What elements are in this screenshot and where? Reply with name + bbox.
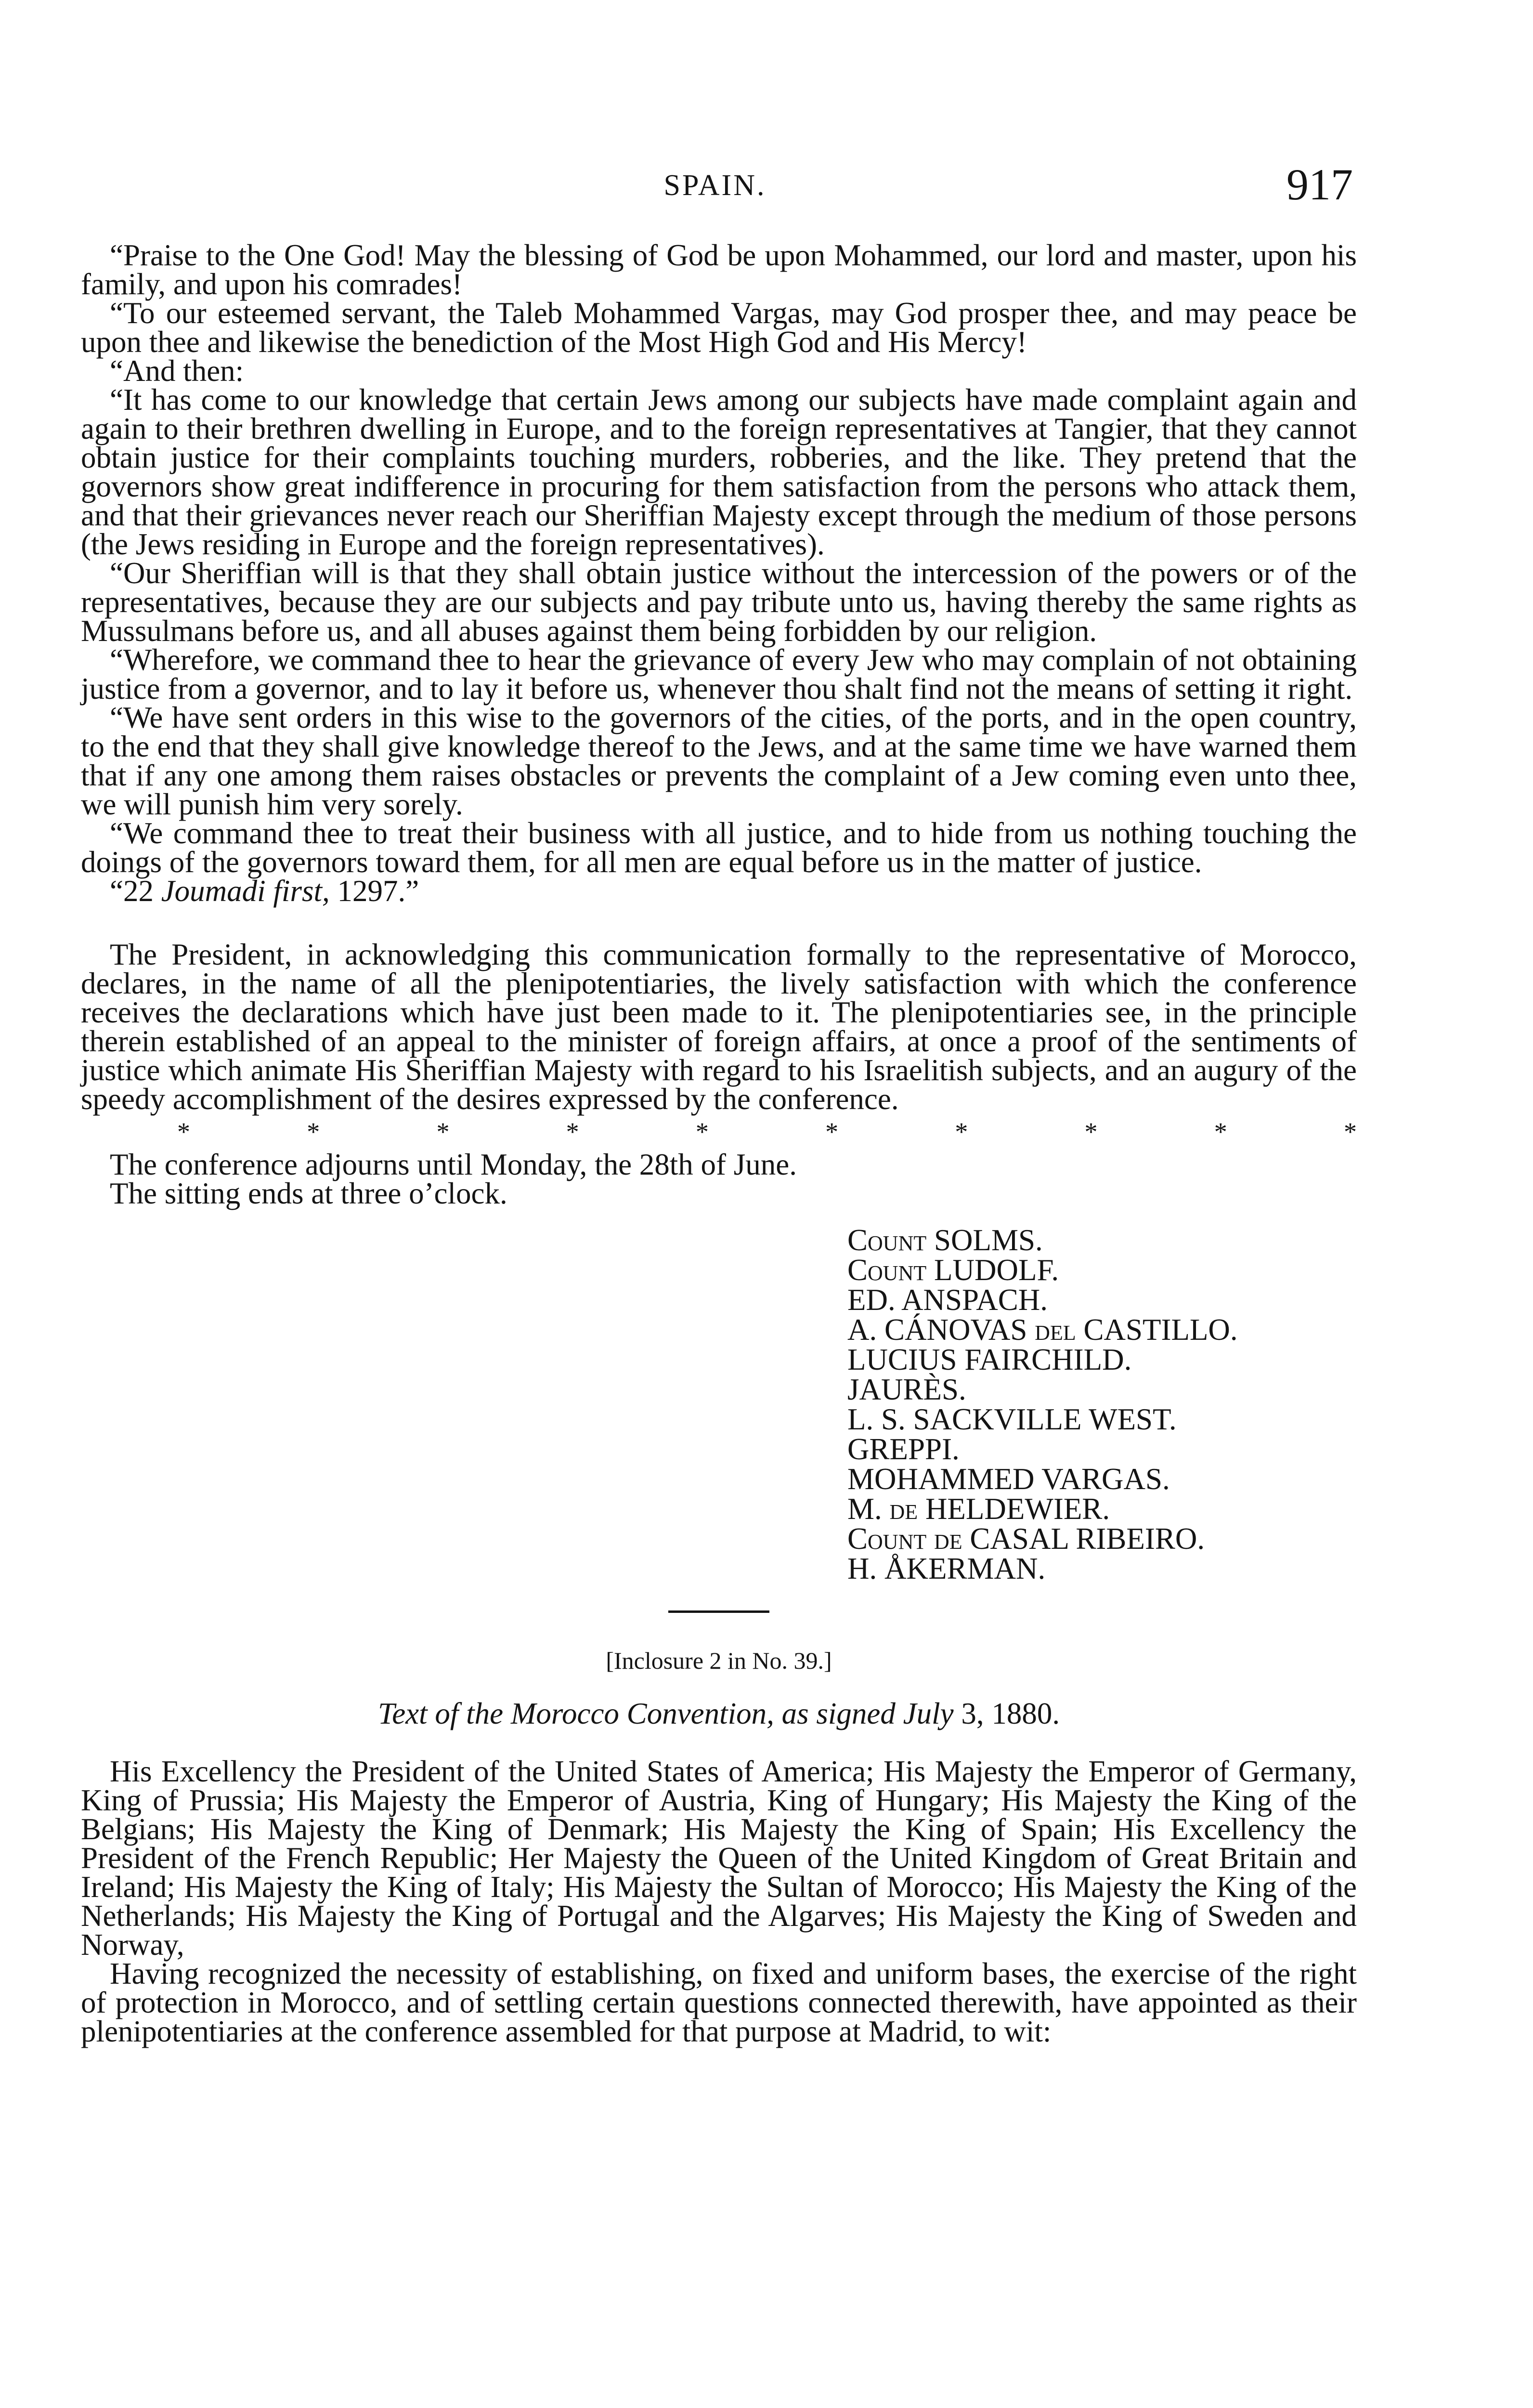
- page-header: [77, 159, 1353, 212]
- signature-name: JAURÈS.: [847, 1373, 966, 1406]
- convention-title-date: 3, 1880.: [953, 1697, 1060, 1730]
- date-line: [81, 874, 1357, 908]
- sultan-letter-paragraph: “To our esteemed servant, the Taleb Mohammed Vargas, may God prosper thee, and may peace be upon thee and likewise the benediction of the Most High God and His Mercy!: [81, 296, 1357, 359]
- signature-line: [847, 1374, 1357, 1404]
- sultan-letter-paragraph: “And then:: [110, 354, 244, 388]
- signature-line: [847, 1494, 1357, 1524]
- signature-name: L. S. SACKVILLE WEST.: [847, 1402, 1177, 1436]
- running-title: SPAIN.: [663, 169, 766, 202]
- star-mark: *: [1343, 1117, 1357, 1146]
- star-mark: *: [566, 1117, 579, 1146]
- convention-title: [81, 1699, 1357, 1728]
- signature-name-after: CASAL RIBEIRO.: [970, 1522, 1205, 1556]
- star-mark: *: [1084, 1117, 1098, 1146]
- signature-list: [847, 1225, 1357, 1584]
- signature-line: [847, 1225, 1357, 1255]
- signature-name: ED. ANSPACH.: [847, 1283, 1048, 1317]
- signature-line: [847, 1404, 1357, 1434]
- signature-particle: del: [1035, 1313, 1076, 1347]
- signature-name: H. ÅKERMAN.: [847, 1552, 1046, 1585]
- signature-name: GREPPI.: [847, 1432, 960, 1466]
- signature-name: LUCIUS FAIRCHILD.: [847, 1343, 1132, 1376]
- signature-line: [847, 1255, 1357, 1285]
- star-mark: *: [436, 1117, 450, 1146]
- signature-particle: de: [889, 1492, 918, 1526]
- signature-line: [847, 1345, 1357, 1374]
- signature-particle: de: [934, 1522, 962, 1556]
- sultan-letter-paragraph: “It has come to our knowledge that certain Jews among our subjects have made complaint again and again to their brethren dwelling in Europe, and to the foreign representatives at Tangier, that they cannot obtain justice for their complaints touching murders, robberies, and the like. They pretend that the governors show great indifference in procuring for them satisfaction from the persons who attack them, and that their grievances never reach our Sheriffian Majesty except through the medium of those persons (the Jews residing in Europe and the foreign representatives).: [81, 383, 1357, 561]
- star-mark: *: [177, 1117, 190, 1146]
- signature-name: LUDOLF.: [934, 1253, 1059, 1287]
- signature-prefix: Count: [847, 1253, 927, 1287]
- signature-name: MOHAMMED VARGAS.: [847, 1462, 1170, 1496]
- signature-name-after: HELDEWIER.: [925, 1492, 1110, 1526]
- date-month: Joumadi first,: [161, 874, 330, 908]
- adjourn-line: The conference adjourns until Monday, the 28th of June.: [110, 1148, 797, 1181]
- signature-name: A. CÁNOVAS: [847, 1313, 1027, 1347]
- section-break-stars: [81, 1117, 1357, 1146]
- signature-line: [847, 1315, 1357, 1345]
- sultan-letter-paragraph: “We command thee to treat their business with all justice, and to hide from us nothing touching the doings of the governors toward them, for all men are equal before us in the matter of justice.: [81, 816, 1357, 879]
- star-mark: *: [825, 1117, 839, 1146]
- body-text: [81, 238, 1357, 2048]
- signature-name: SOLMS.: [934, 1223, 1043, 1257]
- signature-prefix: Count: [847, 1223, 927, 1257]
- star-mark: *: [307, 1117, 320, 1146]
- sultan-letter-paragraph: “Praise to the One God! May the blessing of God be upon Mohammed, our lord and master, upon his family, and upon his comrades!: [81, 238, 1357, 301]
- sitting-line: The sitting ends at three o’clock.: [110, 1177, 507, 1210]
- president-paragraph: The President, in acknowledging this communication formally to the representative of Morocco, declares, in the name of all the plenipotentiaries, the lively satisfaction with which the conference receives the declarations which have just been made to it. The plenipotentiaries see, in the principle therein established of an appeal to the minister of foreign affairs, at once a proof of the sentiments of justice which animate His Sheriffian Majesty with regard to his Israelitish subjects, and an augury of the speedy accomplishment of the desires expressed by the conference.: [81, 938, 1357, 1116]
- signature-line: [847, 1285, 1357, 1315]
- sultan-letter-paragraph: “Our Sheriffian will is that they shall obtain justice without the intercession of the powers or of the representatives, because they are our subjects and pay tribute unto us, having thereby the same rights as Mussulmans before us, and all abuses against them being forbidden by our religion.: [81, 556, 1357, 648]
- date-year: 1297.”: [329, 874, 419, 908]
- convention-paragraph: His Excellency the President of the United States of America; His Majesty the Emperor of Germany, King of Prussia; His Majesty the Emperor of Austria, King of Hungary; His Majesty the King of the Belgians; His Majesty the King of Denmark; His Majesty the King of Spain; His Excellency the President of the French Republic; Her Majesty the Queen of the United Kingdom of Great Britain and Ireland; His Majesty the King of Italy; His Majesty the Sultan of Morocco; His Majesty the King of the Netherlands; His Majesty the King of Portugal and the Algarves; His Majesty the King of Sweden and Norway,: [81, 1754, 1357, 1962]
- inclosure-label: [Inclosure 2 in No. 39.]: [606, 1647, 832, 1674]
- signature-line: [847, 1464, 1357, 1494]
- star-mark: *: [695, 1117, 709, 1146]
- signature-prefix: Count: [847, 1522, 927, 1556]
- sultan-letter-paragraph: “Wherefore, we command thee to hear the grievance of every Jew who may complain of not obtaining justice from a governor, and to lay it before us, whenever thou shalt find not the means of setting it right.: [81, 643, 1357, 706]
- signature-line: [847, 1524, 1357, 1554]
- signature-name-after: CASTILLO.: [1083, 1313, 1238, 1347]
- page-number: 917: [1286, 160, 1353, 209]
- section-rule: [81, 1610, 1357, 1620]
- star-mark: *: [955, 1117, 968, 1146]
- convention-title-italic: Text of the Morocco Convention, as signed July: [377, 1697, 954, 1730]
- star-mark: *: [1214, 1117, 1227, 1146]
- signature-line: [847, 1434, 1357, 1464]
- signature-line: [847, 1554, 1357, 1584]
- sultan-letter-paragraph: “We have sent orders in this wise to the governors of the cities, of the ports, and in the open country, to the end that they shall give knowledge thereof to the Jews, and at the same time we have warned them that if any one among them raises obstacles or prevents the complaint of a Jew coming even unto thee, we will punish him very sorely.: [81, 701, 1357, 821]
- date-quote: “22: [110, 874, 161, 908]
- convention-paragraph: Having recognized the necessity of establishing, on fixed and uniform bases, the exercise of the right of protection in Morocco, and of settling certain questions connected therewith, have appointed as their plenipotentiaries at the conference assembled for that purpose at Madrid, to wit:: [81, 1957, 1357, 2048]
- signature-name: M.: [847, 1492, 882, 1526]
